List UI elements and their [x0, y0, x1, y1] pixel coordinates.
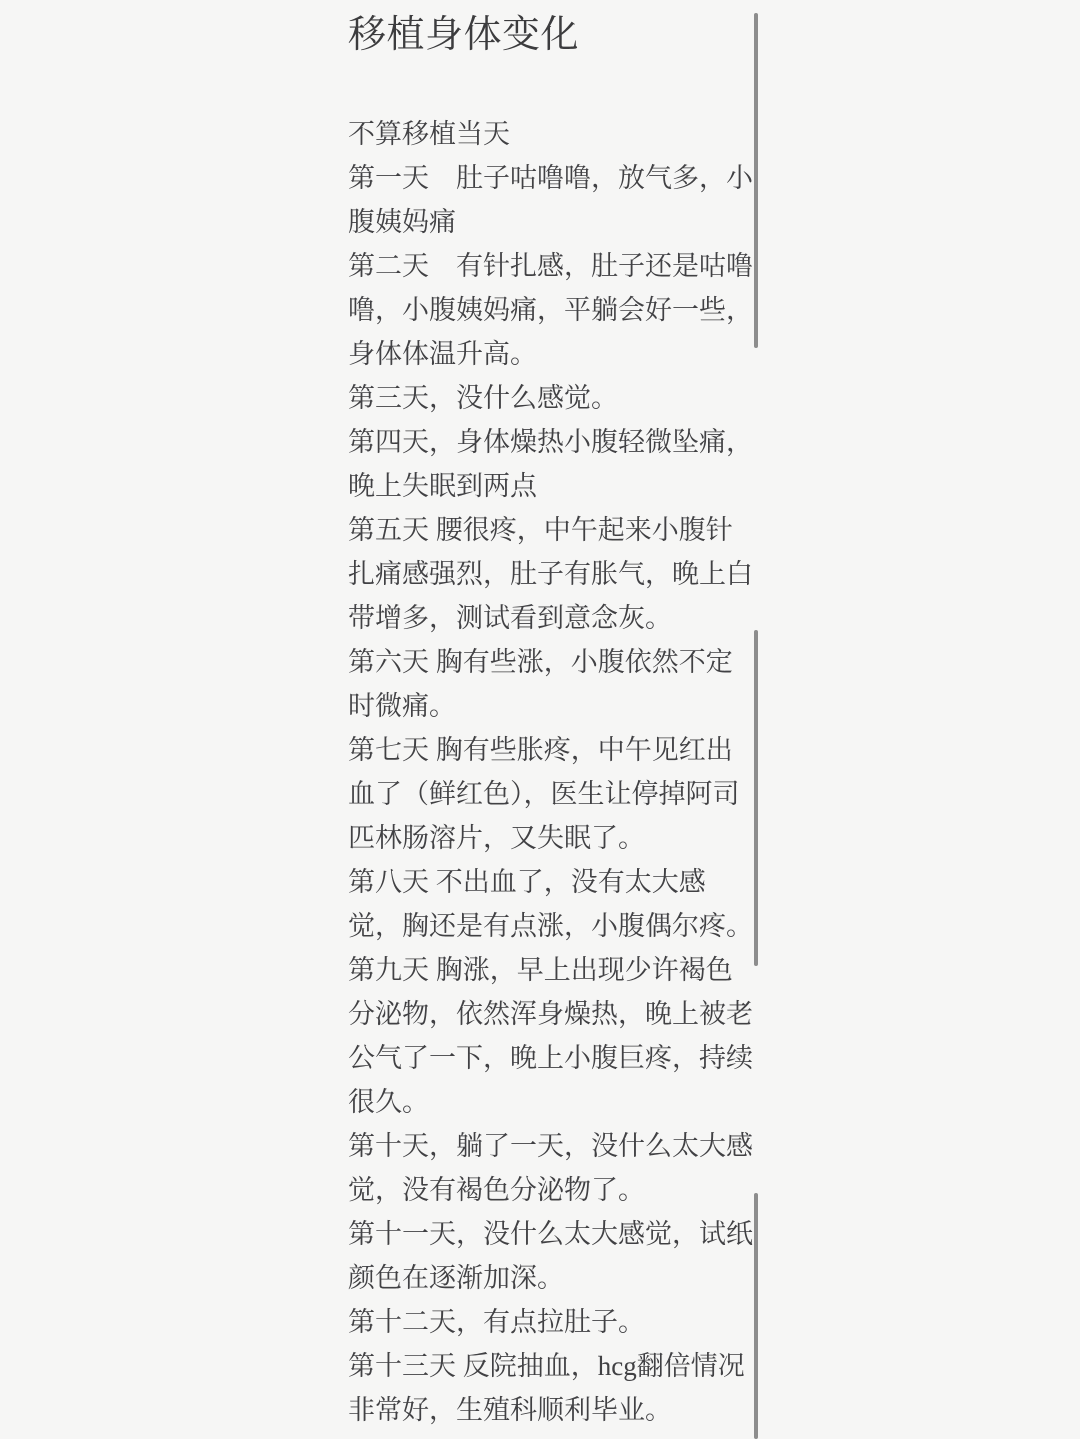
text-line: 第十二天，有点拉肚子。 [348, 1307, 645, 1337]
note-body [348, 112, 768, 1432]
text-line: 公气了一下，晚上小腹巨疼，持续 [348, 1043, 753, 1073]
text-line: 颜色在逐渐加深。 [348, 1263, 564, 1293]
text-line: 第九天 胸涨，早上出现少许褐色 [348, 955, 733, 985]
text-line: 第一天 肚子咕噜噜，放气多，小 [348, 163, 753, 193]
scrollbar-thumb[interactable] [754, 1193, 758, 1439]
page-title: 移植身体变化 [348, 14, 580, 56]
text-line: 觉，胸还是有点涨，小腹偶尔疼。 [348, 911, 753, 941]
text-line: 第七天 胸有些胀疼，中午见红出 [348, 735, 733, 765]
text-line: 不算移植当天 [348, 119, 510, 149]
text-line: 第十三天 反院抽血，hcg翻倍情况 [348, 1351, 745, 1381]
text-line: 觉，没有褐色分泌物了。 [348, 1175, 645, 1205]
scrollbar-thumb[interactable] [754, 13, 758, 348]
text-line: 第五天 腰很疼，中午起来小腹针 [348, 515, 733, 545]
text-line: 血了（鲜红色），医生让停掉阿司 [348, 779, 740, 809]
text-line: 带增多，测试看到意念灰。 [348, 603, 672, 633]
text-line: 第三天，没什么感觉。 [348, 383, 618, 413]
text-line: 时微痛。 [348, 691, 456, 721]
text-line: 非常好，生殖科顺利毕业。 [348, 1395, 672, 1425]
text-line: 扎痛感强烈，肚子有胀气，晚上白 [348, 559, 753, 589]
text-line: 第四天，身体燥热小腹轻微坠痛， [348, 427, 753, 457]
text-line: 第六天 胸有些涨，小腹依然不定 [348, 647, 733, 677]
text-line: 第二天 有针扎感，肚子还是咕噜 [348, 251, 753, 281]
text-line: 噜，小腹姨妈痛，平躺会好一些， [348, 295, 753, 325]
text-line: 匹林肠溶片，又失眠了。 [348, 823, 645, 853]
text-line: 很久。 [348, 1087, 429, 1117]
text-line: 第十天，躺了一天，没什么太大感 [348, 1131, 753, 1161]
text-line: 身体体温升高。 [348, 339, 537, 369]
scrollbar-thumb[interactable] [754, 630, 758, 966]
text-line: 第八天 不出血了，没有太大感 [348, 867, 706, 897]
text-line: 晚上失眠到两点 [348, 471, 537, 501]
text-line: 第十一天，没什么太大感觉，试纸 [348, 1219, 753, 1249]
text-line: 分泌物，依然浑身燥热，晚上被老 [348, 999, 753, 1029]
text-line: 腹姨妈痛 [348, 207, 456, 237]
